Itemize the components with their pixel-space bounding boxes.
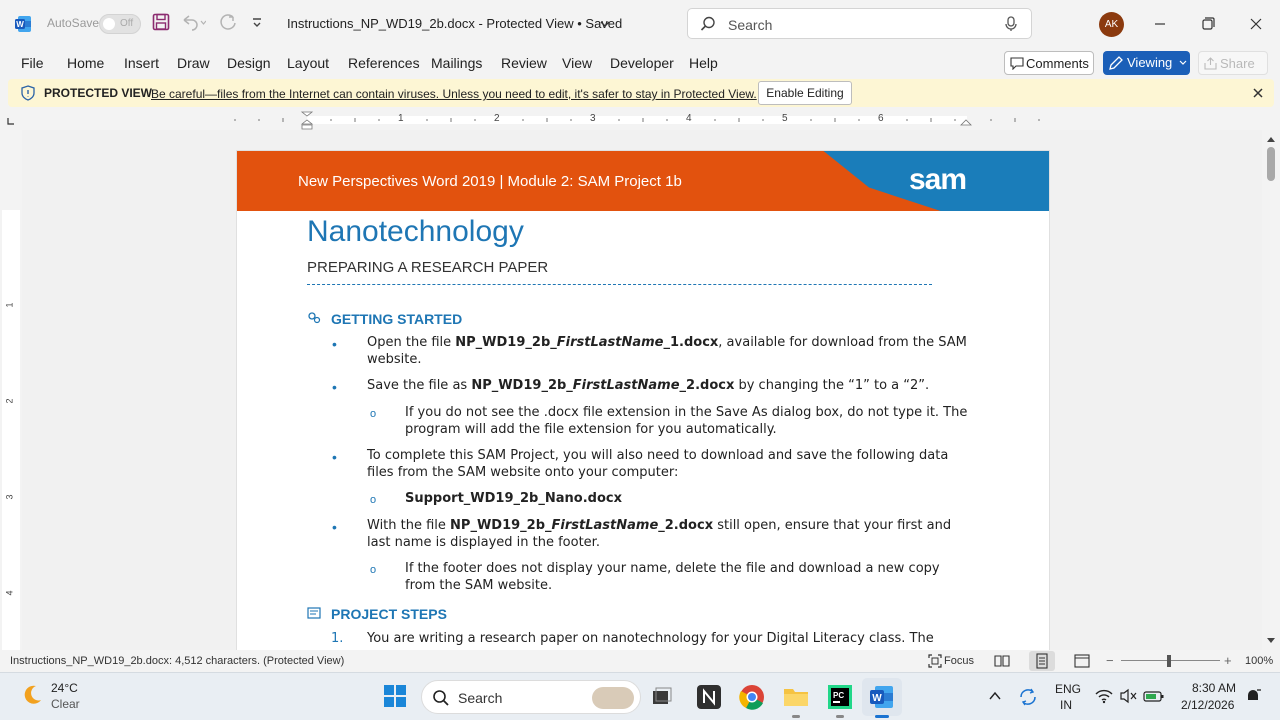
active-indicator	[875, 715, 889, 718]
weather-condition[interactable]: Clear	[51, 697, 80, 711]
document-title: Nanotechnology	[307, 215, 524, 248]
bullet: •	[332, 379, 337, 395]
list-item: Save the file as NP_WD19_2b_FirstLastName_2.docx by changing the “1” to a “2”.	[367, 378, 930, 393]
sub-bullet: o	[370, 408, 377, 420]
bullet: •	[332, 336, 337, 352]
ruler-label: 1	[4, 302, 15, 308]
title-bar	[0, 0, 1280, 48]
divider	[307, 284, 932, 285]
zoom-out-button[interactable]: −	[1106, 653, 1114, 668]
notion-icon[interactable]	[696, 684, 722, 710]
clock-date[interactable]: 2/12/2026	[1181, 698, 1235, 712]
print-layout-active[interactable]	[1029, 651, 1055, 671]
scroll-down-icon[interactable]	[1266, 637, 1276, 645]
svg-text:W: W	[16, 20, 24, 29]
restore-icon[interactable]	[1196, 12, 1220, 36]
status-text: Instructions_NP_WD19_2b.docx: 4,512 characters. (Protected View)	[10, 655, 345, 667]
enable-editing-button[interactable]: Enable Editing	[758, 81, 852, 105]
comments-button[interactable]	[1004, 51, 1094, 75]
search-icon	[700, 16, 716, 32]
close-icon[interactable]	[1244, 12, 1268, 36]
header-banner	[237, 151, 1050, 211]
section-heading: PROJECT STEPS	[331, 606, 447, 622]
sub-bullet: o	[370, 494, 377, 506]
shield-icon	[20, 85, 36, 101]
chevron-up-icon[interactable]	[988, 690, 1002, 702]
file-explorer-icon[interactable]	[783, 684, 809, 710]
banner-text: New Perspectives Word 2019 | Module 2: SAM Project 1b	[298, 173, 682, 190]
chevron-down-icon[interactable]	[599, 18, 611, 30]
share-icon	[1204, 57, 1217, 70]
running-indicator	[792, 715, 800, 718]
svg-text:PC: PC	[833, 691, 845, 700]
clock-time[interactable]: 8:30 AM	[1192, 681, 1237, 695]
ruler-label: 3	[4, 494, 15, 500]
taskbar	[0, 672, 1280, 720]
document-title[interactable]: Instructions_NP_WD19_2b.docx - Protected View • Saved	[287, 16, 623, 31]
bullet: •	[332, 519, 337, 535]
speaker-muted-icon[interactable]	[1119, 688, 1137, 704]
ruler-label: 3	[590, 113, 596, 124]
vertical-scrollbar[interactable]	[1262, 130, 1280, 650]
tab-file[interactable]: File	[21, 55, 44, 71]
ruler-label: 6	[878, 113, 884, 124]
web-layout-icon[interactable]	[1074, 653, 1090, 669]
tab-mailings[interactable]: Mailings	[431, 55, 483, 71]
search-box[interactable]	[687, 8, 1032, 39]
section-heading: GETTING STARTED	[331, 311, 463, 327]
ruler-label: 4	[4, 590, 15, 596]
sam-logo: sam	[909, 163, 967, 196]
moon-icon[interactable]	[20, 683, 44, 707]
pycharm-icon[interactable]	[827, 684, 853, 710]
close-icon[interactable]	[1251, 86, 1265, 100]
share-button[interactable]	[1198, 51, 1268, 75]
autosave-toggle[interactable]	[99, 14, 141, 34]
wifi-icon[interactable]	[1095, 688, 1113, 704]
word-app-icon	[14, 15, 32, 33]
focus-icon[interactable]	[927, 653, 943, 669]
list-item: You are writing a research paper on nanotechnology for your Digital Literacy class. The	[367, 631, 934, 646]
sync-icon[interactable]	[1018, 687, 1038, 707]
tab-developer[interactable]: Developer	[610, 55, 674, 71]
ruler-label: 2	[4, 398, 15, 404]
tab-help[interactable]: Help	[689, 55, 718, 71]
search-icon	[432, 689, 450, 707]
language-region[interactable]: IN	[1060, 698, 1072, 712]
tab-references[interactable]: References	[348, 55, 420, 71]
tab-view[interactable]: View	[562, 55, 593, 71]
document-subtitle: PREPARING A RESEARCH PAPER	[307, 259, 549, 276]
list-item: If the footer does not display your name, delete the file and download a new copy from the SAM website.	[405, 561, 940, 593]
save-icon[interactable]	[152, 13, 170, 31]
list-item: Support_WD19_2b_Nano.docx	[405, 491, 622, 506]
chrome-icon[interactable]	[739, 684, 765, 710]
status-bar	[0, 650, 1280, 672]
comment-icon	[1010, 57, 1024, 70]
tab-insert[interactable]: Insert	[124, 55, 160, 71]
tab-draw[interactable]: Draw	[177, 55, 210, 71]
taskbar-search-label: Search	[458, 690, 503, 706]
tab-design[interactable]: Design	[227, 55, 271, 71]
undo-icon[interactable]	[180, 13, 206, 31]
protected-view-bar	[8, 79, 1274, 107]
ruler-label: 5	[782, 113, 788, 124]
read-mode-icon[interactable]	[994, 653, 1010, 669]
zoom-slider-thumb[interactable]	[1167, 655, 1171, 667]
battery-icon[interactable]	[1143, 688, 1165, 704]
sub-bullet: o	[370, 564, 377, 576]
document-page[interactable]	[236, 150, 1050, 650]
minimize-icon[interactable]	[1148, 12, 1172, 36]
tab-review[interactable]: Review	[501, 55, 547, 71]
ruler-label: 1	[398, 113, 404, 124]
autosave-label: AutoSave	[47, 16, 100, 30]
steps-icon	[307, 606, 321, 620]
search-highlight-image	[592, 687, 634, 709]
notification-bell-icon[interactable]	[1244, 687, 1262, 705]
zoom-in-button[interactable]: +	[1224, 653, 1232, 668]
horizontal-ruler	[0, 110, 1262, 130]
list-item: If you do not see the .docx file extension in the Save As dialog box, do not type it. The program will add the file extension for you automatically.	[405, 405, 968, 437]
list-item: Open the file NP_WD19_2b_FirstLastName_1.docx, available for download from the SAM website.	[367, 335, 967, 367]
word-icon	[869, 684, 895, 710]
print-layout-icon	[1034, 653, 1050, 669]
protected-view-message[interactable]: Be careful—files from the Internet can contain viruses. Unless you need to edit, it's safer to stay in Protected View.	[151, 87, 757, 101]
focus-label[interactable]: Focus	[944, 655, 974, 667]
customize-toolbar-icon[interactable]	[250, 13, 264, 31]
document-canvas[interactable]	[22, 130, 1262, 650]
step-number: 1.	[331, 631, 344, 646]
tab-home[interactable]: Home	[67, 55, 105, 71]
scroll-up-icon[interactable]	[1266, 135, 1276, 143]
avatar[interactable]: AK	[1099, 12, 1124, 37]
weather-temp[interactable]: 24°C	[51, 681, 78, 695]
scroll-thumb[interactable]	[1267, 147, 1275, 181]
protected-view-title: PROTECTED VIEW	[44, 86, 153, 100]
list-item: With the file NP_WD19_2b_FirstLastName_2.docx still open, ensure that your first and last name is displayed in the footer.	[367, 518, 952, 550]
task-view-icon[interactable]	[650, 685, 674, 709]
running-indicator	[836, 715, 844, 718]
redo-icon[interactable]	[219, 13, 237, 31]
word-taskbar-active[interactable]	[862, 678, 902, 716]
comments-label: Comments	[1026, 56, 1089, 71]
search-placeholder: Search	[728, 17, 773, 33]
windows-start-icon[interactable]	[383, 684, 407, 708]
zoom-level[interactable]: 100%	[1245, 655, 1274, 667]
pen-icon	[1108, 55, 1124, 71]
gears-icon	[307, 311, 321, 325]
microphone-icon[interactable]	[1004, 16, 1018, 32]
chevron-down-icon	[1179, 60, 1187, 66]
ruler-ticks	[0, 110, 1262, 130]
ruler-label: 2	[494, 113, 500, 124]
share-label: Share	[1220, 56, 1255, 71]
language-code[interactable]: ENG	[1055, 682, 1082, 696]
svg-text:W: W	[872, 693, 882, 704]
bullet: •	[332, 449, 337, 465]
ruler-label: 4	[686, 113, 692, 124]
taskbar-search[interactable]	[421, 680, 641, 714]
vertical-ruler	[2, 210, 20, 650]
viewing-label: Viewing	[1127, 55, 1173, 70]
tab-layout[interactable]: Layout	[287, 55, 330, 71]
viewing-button[interactable]	[1103, 51, 1190, 75]
autosave-state: Off	[120, 18, 134, 29]
list-item: To complete this SAM Project, you will also need to download and save the following data files from the SAM website onto your computer:	[367, 448, 949, 480]
